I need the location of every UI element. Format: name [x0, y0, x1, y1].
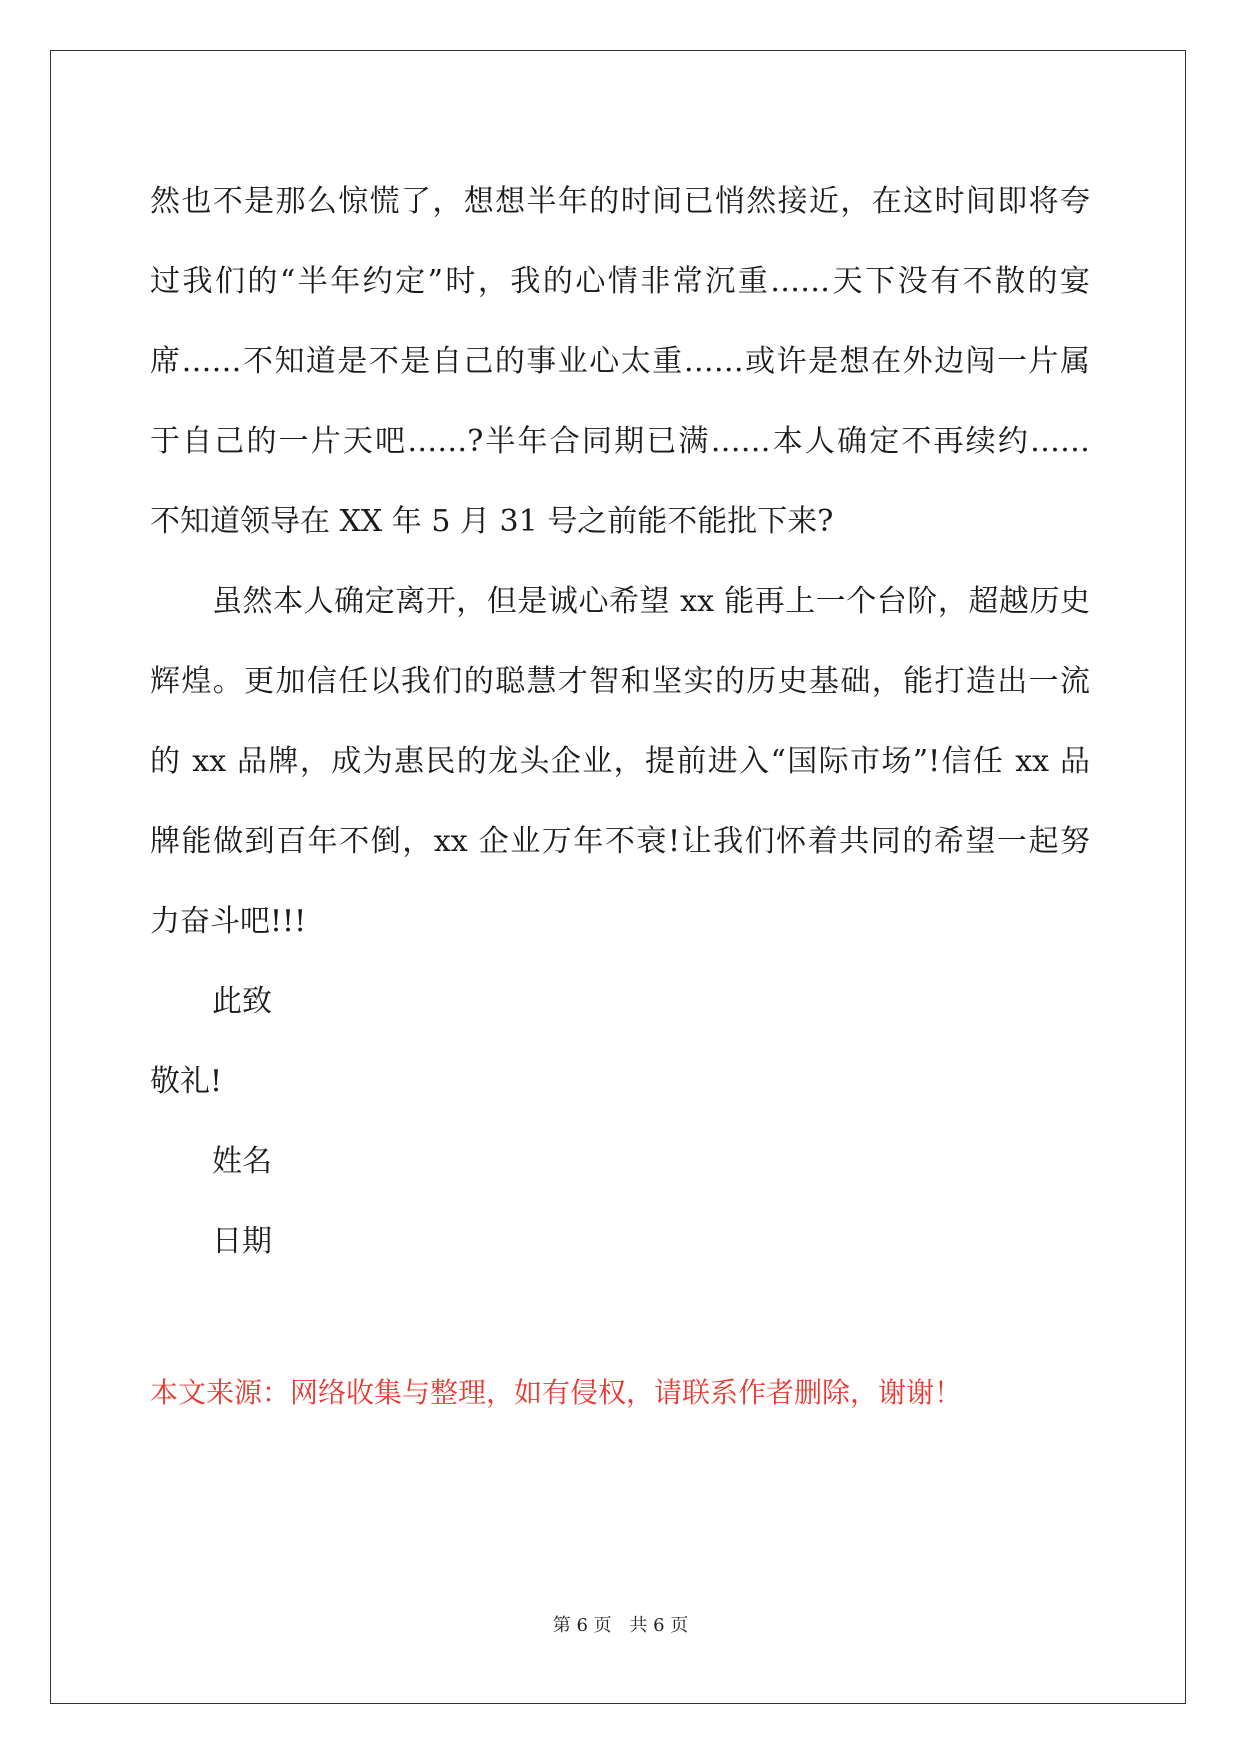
text-line: 虽然本人确定离开，但是诚心希望 xx 能再上一个台阶，超越历史	[212, 584, 1090, 619]
name-label: 姓名	[212, 1144, 272, 1179]
text-line: 然也不是那么惊慌了，想想半年的时间已悄然接近，在这时间即将夸	[150, 184, 1090, 219]
date-label: 日期	[212, 1224, 272, 1259]
salutation: 敬礼!	[150, 1064, 223, 1099]
text-line: 于自己的一片天吧……?半年合同期已满……本人确定不再续约……	[150, 424, 1090, 459]
text-line: 辉煌。更加信任以我们的聪慧才智和坚实的历史基础，能打造出一流	[150, 664, 1090, 699]
text-line: 不知道领导在 XX 年 5 月 31 号之前能不能批下来?	[150, 504, 834, 539]
source-note: 本文来源：网络收集与整理，如有侵权，请联系作者删除，谢谢！	[150, 1376, 963, 1409]
closing-phrase: 此致	[212, 984, 272, 1019]
text-line: 过我们的“半年约定”时，我的心情非常沉重……天下没有不散的宴	[150, 264, 1090, 299]
text-line: 的 xx 品牌，成为惠民的龙头企业，提前进入“国际市场”!信任 xx 品	[150, 744, 1090, 779]
paragraph-wishes	[150, 562, 1090, 962]
page-total: 共 6 页	[629, 1615, 689, 1636]
paragraph-continuation	[150, 162, 1090, 562]
text-line: 席……不知道是不是自己的事业心太重……或许是想在外边闯一片属	[150, 344, 1090, 379]
text-line: 力奋斗吧!!!	[150, 904, 307, 939]
text-line: 牌能做到百年不倒，xx 企业万年不衰!让我们怀着共同的希望一起努	[150, 824, 1090, 859]
page-number: 第 6 页	[552, 1615, 612, 1636]
document-body	[150, 162, 1090, 1282]
page-footer	[0, 1613, 1241, 1639]
